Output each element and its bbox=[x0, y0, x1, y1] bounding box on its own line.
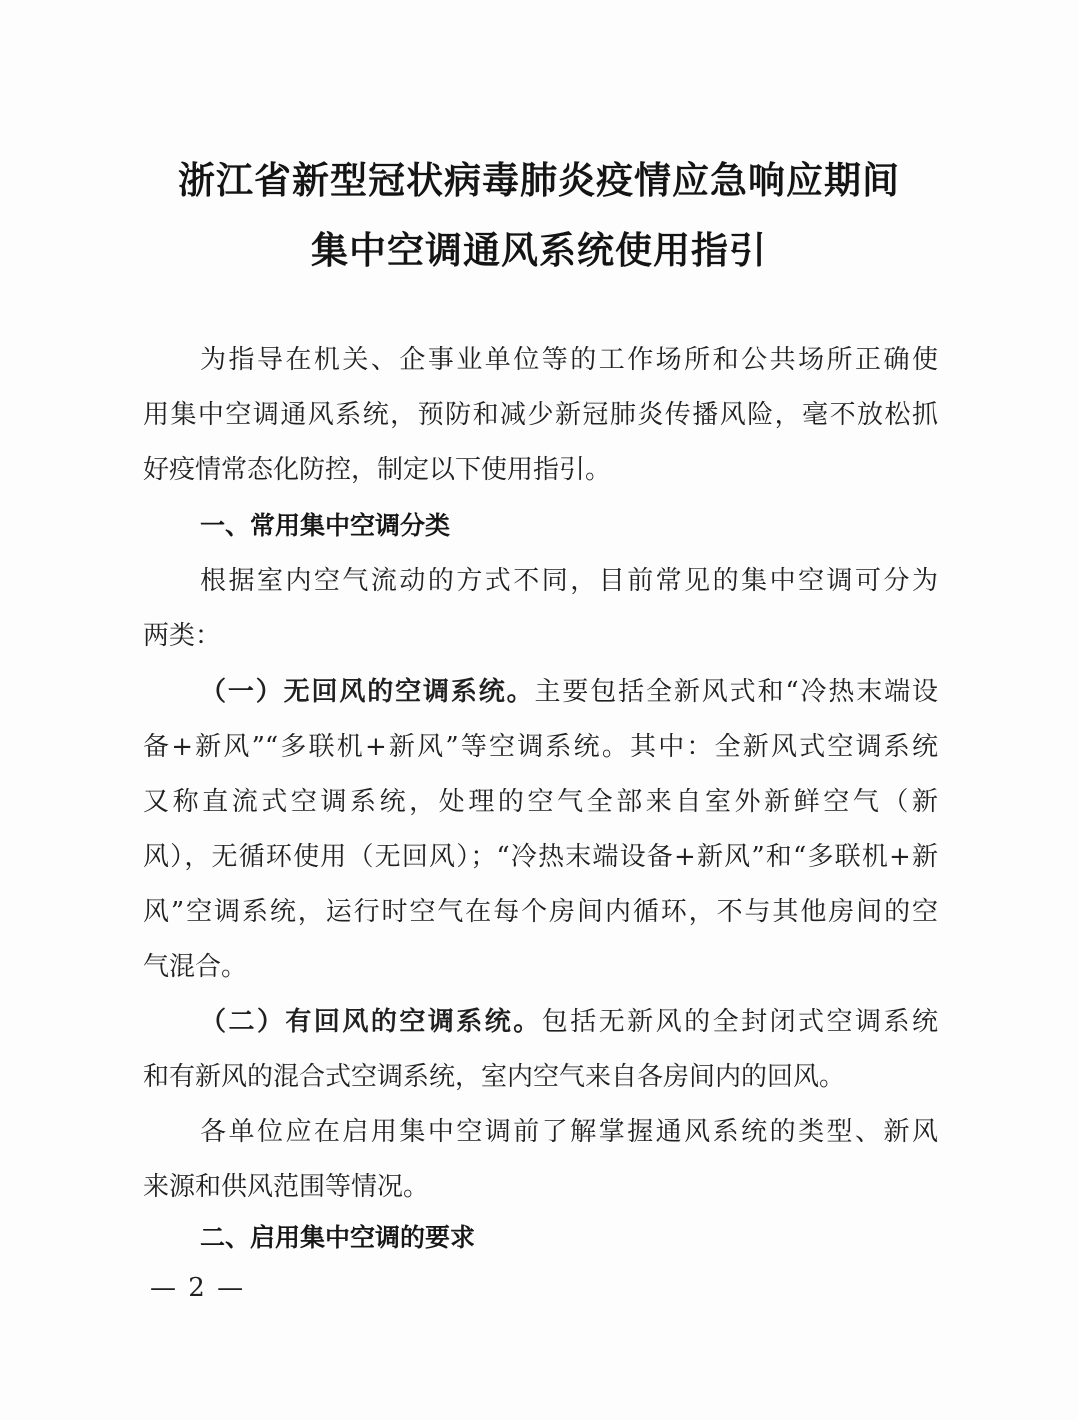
item-2-line-2: 和有新风的混合式空调系统，室内空气来自各房间内的回风。 bbox=[143, 1062, 846, 1092]
section-2-heading: 二、启用集中空调的要求 bbox=[200, 1223, 476, 1252]
intro-line-1: 为指导在机关、企事业单位等的工作场所和公共场所正确使 bbox=[200, 345, 938, 375]
item-1-line-6: 气混合。 bbox=[143, 952, 248, 982]
item-1-line-1-text: 主要包括全新风式和“冷热末端设 bbox=[534, 677, 938, 707]
item-1-line-2: 备+新风”“多联机+新风”等空调系统。其中：全新风式空调系统 bbox=[143, 732, 938, 762]
item-2-label: （二）有回风的空调系统。 bbox=[200, 1007, 542, 1037]
item-2-line-1-text: 包括无新风的全封闭式空调系统 bbox=[541, 1007, 938, 1037]
document-title-line-2: 集中空调通风系统使用指引 bbox=[311, 229, 767, 272]
item-2-line-1 bbox=[200, 1005, 938, 1039]
intro-line-2: 用集中空调通风系统，预防和减少新冠肺炎传播风险，毫不放松抓 bbox=[143, 400, 938, 430]
section-1-heading: 一、常用集中空调分类 bbox=[200, 511, 451, 540]
item-1-line-3: 又称直流式空调系统，处理的空气全部来自室外新鲜空气（新 bbox=[143, 787, 938, 817]
section-1-para-line-2: 两类： bbox=[143, 621, 222, 651]
closing-line-1: 各单位应在启用集中空调前了解掌握通风系统的类型、新风 bbox=[200, 1117, 938, 1147]
item-1-line-5: 风”空调系统，运行时空气在每个房间内循环，不与其他房间的空 bbox=[143, 897, 938, 927]
document-title-line-1: 浙江省新型冠状病毒肺炎疫情应急响应期间 bbox=[178, 159, 900, 202]
item-1-label: （一）无回风的空调系统。 bbox=[200, 677, 535, 707]
section-1-para-line-1: 根据室内空气流动的方式不同，目前常见的集中空调可分为 bbox=[200, 566, 938, 596]
intro-line-3: 好疫情常态化防控，制定以下使用指引。 bbox=[143, 455, 612, 485]
item-1-line-4: 风），无循环使用（无回风）；“冷热末端设备+新风”和“多联机+新 bbox=[143, 842, 938, 872]
page-number: — 2 — bbox=[150, 1273, 246, 1303]
item-1-line-1 bbox=[200, 675, 938, 709]
closing-line-2: 来源和供风范围等情况。 bbox=[143, 1172, 430, 1202]
